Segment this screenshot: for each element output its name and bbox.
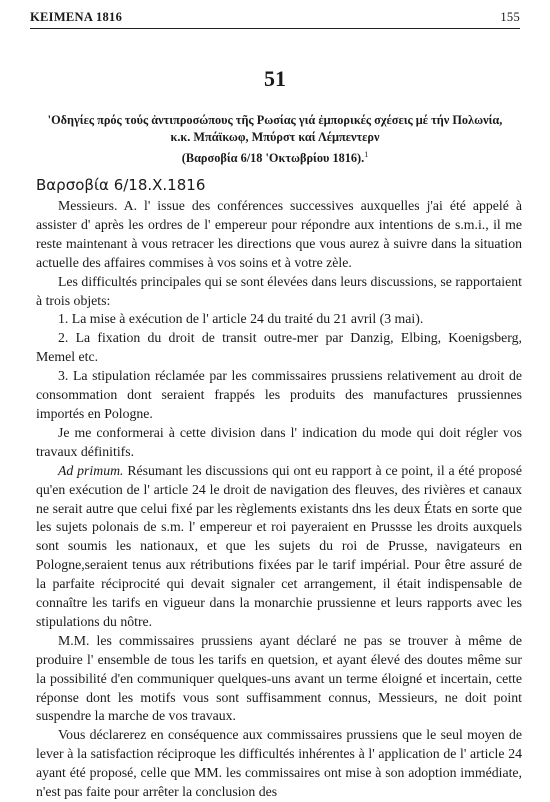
paragraph-division: Je me conformerai à cette division dans l' indication du mode qui doit régler vos travaux définitifs. bbox=[36, 424, 522, 459]
running-head-title: ΚΕΙΜΕΝΑ 1816 bbox=[30, 10, 123, 24]
list-item-3: 3. La stipulation réclamée par les commissaires prussiens relativement au droit de consommation dont seraient frappés les produits des manufactures prussiennes importés en Pologne. bbox=[36, 368, 522, 421]
footnote-mark: 1 bbox=[364, 150, 369, 159]
paragraph-ad-primum bbox=[36, 462, 522, 632]
letter-body bbox=[36, 197, 522, 802]
running-head bbox=[30, 10, 520, 25]
paragraph-salutation: Messieurs. A. l' issue des conférences successives auxquelles j'ai été appelé à assister d' après les ordres de l' empereur pour répondre aux intentions de s.m.i., il me reste maintenant à vous retracer les directions que vous aurez à suivre dans la situation actuelle des affaires commises à vos soins et à votre zèle. bbox=[36, 198, 522, 270]
list-item-2: 2. La fixation du droit de transit outre-mer par Danzig, Elbing, Koenigsberg, Memel etc. bbox=[36, 330, 522, 365]
heading-line-3-text: (Βαρσοβία 6/18 'Οκτωβρίου 1816). bbox=[181, 151, 365, 166]
heading-line-3 bbox=[36, 146, 514, 167]
list-item-1: 1. La mise à exécution de l' article 24 du traité du 21 avril (3 mai). bbox=[58, 311, 424, 327]
heading-line-1: 'Οδηγίες πρός τούς ἀντιπροσώπους τῆς Ρωσίας γιά ἐμπορικές σχέσεις μέ τήν Πολωνία, bbox=[47, 113, 503, 127]
heading-line-2: κ.κ. Μπάϊκωφ, Μπύρστ καί Λέμπεντερν bbox=[170, 130, 380, 144]
header-rule bbox=[30, 28, 520, 29]
ad-primum-lead: Ad primum. bbox=[58, 462, 124, 478]
paragraph-difficulties: Les difficultés principales qui se sont élevées dans leurs discussions, se rapportaient à trois objets: bbox=[36, 273, 522, 308]
page-number: 155 bbox=[500, 10, 520, 24]
ad-primum-text: Résumant les discussions qui ont eu rapport à ce point, il a été proposé qu'en exécution de l' article 24 le droit de navigation des fleuves, des rivières et canaux ne serait autre que celui fixé par les règlements existants dns les deux États en sorte que les sujets polonais de s.m. l' empereur et roi payeraient en Prussse les droits auxquels sont soumis les nationaux, et que les sujets du roi de Prusse, navigateurs en Pologne,seraient tenus aux rétributions fixées par le tarif impérial. Pour être assuré de la parfaite réciprocité qui devait signaler cet arrangement, il était indispensable de connaître les tarifs en vigueur dans la monarchie prussienne et leurs rapports avec les stipulations du nôtre. bbox=[36, 462, 523, 629]
document-number: 51 bbox=[264, 66, 286, 91]
dateline: Βαρσοβία 6/18.Χ.1816 bbox=[36, 176, 206, 194]
document-heading bbox=[36, 112, 514, 167]
paragraph-declarerez: Vous déclarerez en conséquence aux commissaires prussiens que le seul moyen de lever à la satisfaction réciproque les difficultés inhérentes à l' application de l' article 24 ayant été proposé, celle que MM. les commissaires ont mise à son adoption immédiate, n'est pas faite pour arrêter la conclusion des bbox=[36, 727, 522, 800]
paragraph-commissaires: M.M. les commissaires prussiens ayant déclaré ne pas se trouver à même de produire l' ensemble de tous les tarifs en quetsion, et ayant élevé des doutes même sur la possibilité d'en communiquer quelques-uns avant un terme éloigné et incertain, cette réponse dont les motifs vous sont suffisamment connus, Messieurs, ne doit point suspendre la marche de vos travaux. bbox=[36, 632, 522, 724]
